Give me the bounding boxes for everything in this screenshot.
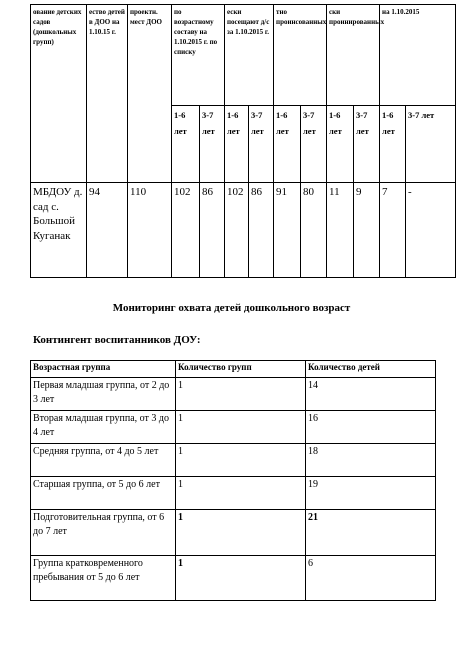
header-design-places: проектн. мест ДОО xyxy=(128,5,172,183)
table-row xyxy=(31,556,436,601)
table-caption: Мониторинг охвата детей дошкольного возраст xyxy=(112,302,351,314)
contingent-table xyxy=(30,360,436,601)
children-count: 94 xyxy=(87,183,128,278)
value-cell: 91 xyxy=(274,183,301,278)
children-count: 21 xyxy=(306,510,436,556)
subheader-age: 3-7 лет xyxy=(200,106,225,183)
children-count: 19 xyxy=(306,477,436,510)
groups-count: 1 xyxy=(176,477,306,510)
subheader-age: 1-6 лет xyxy=(274,106,301,183)
header-vaccinated-a: тно проинсованных xyxy=(274,5,327,106)
value-cell: - xyxy=(406,183,456,278)
table-row xyxy=(31,510,436,556)
header-institution: ование детских садов (дошкольных групп) xyxy=(31,5,87,183)
column-header: Возрастная группа xyxy=(31,361,176,378)
groups-count: 1 xyxy=(176,378,306,411)
section-heading: Контингент воспитанников ДОУ: xyxy=(33,334,201,346)
value-cell: 86 xyxy=(200,183,225,278)
table-row xyxy=(31,378,436,411)
children-count: 18 xyxy=(306,444,436,477)
value-cell: 9 xyxy=(354,183,380,278)
header-vaccinated-b: ски проинированных xyxy=(327,5,380,106)
subheader-age: 3-7 лет xyxy=(301,106,327,183)
value-cell: 102 xyxy=(225,183,249,278)
subheader-age: 3-7 лет xyxy=(354,106,380,183)
value-cell: 102 xyxy=(172,183,200,278)
group-name: Старшая группа, от 5 до 6 лет xyxy=(31,477,176,510)
group-name: Средняя группа, от 4 до 5 лет xyxy=(31,444,176,477)
design-places: 110 xyxy=(128,183,172,278)
group-name: Вторая младшая группа, от 3 до 4 лет xyxy=(31,411,176,444)
table-row xyxy=(31,477,436,510)
groups-count: 1 xyxy=(176,556,306,601)
groups-count: 1 xyxy=(176,510,306,556)
value-cell: 11 xyxy=(327,183,354,278)
subheader-age: 1-6 лет xyxy=(380,106,406,183)
subheader-age: 1-6 лет xyxy=(327,106,354,183)
group-name: Первая младшая группа, от 2 до 3 лет xyxy=(31,378,176,411)
header-children-count: ество детей в ДОО на 1.10.15 г. xyxy=(87,5,128,183)
subheader-age: 3-7 лет xyxy=(249,106,274,183)
children-count: 14 xyxy=(306,378,436,411)
table-row xyxy=(31,411,436,444)
coverage-table xyxy=(30,4,456,278)
value-cell: 80 xyxy=(301,183,327,278)
value-cell: 7 xyxy=(380,183,406,278)
table-row xyxy=(31,183,456,278)
groups-count: 1 xyxy=(176,444,306,477)
group-name: Подготовительная группа, от 6 до 7 лет xyxy=(31,510,176,556)
table-row xyxy=(31,444,436,477)
subheader-age: 1-6 лет xyxy=(225,106,249,183)
groups-count: 1 xyxy=(176,411,306,444)
subheader-age: 1-6 лет xyxy=(172,106,200,183)
header-on-date: на 1.10.2015 xyxy=(380,5,456,106)
value-cell: 86 xyxy=(249,183,274,278)
institution-name: МБДОУ д. сад с. Большой Куганак xyxy=(31,183,87,278)
children-count: 16 xyxy=(306,411,436,444)
subheader-age: 3-7 лет xyxy=(406,106,456,183)
children-count: 6 xyxy=(306,556,436,601)
column-header: Количество детей xyxy=(306,361,436,378)
column-header: Количество групп xyxy=(176,361,306,378)
group-name: Группа кратковременного пребывания от 5 до 6 лет xyxy=(31,556,176,601)
header-by-age: по возрастному составу на 1.10.2015 г. по списку xyxy=(172,5,225,106)
header-attending: ески посещают д/с за 1.10.2015 г. xyxy=(225,5,274,106)
